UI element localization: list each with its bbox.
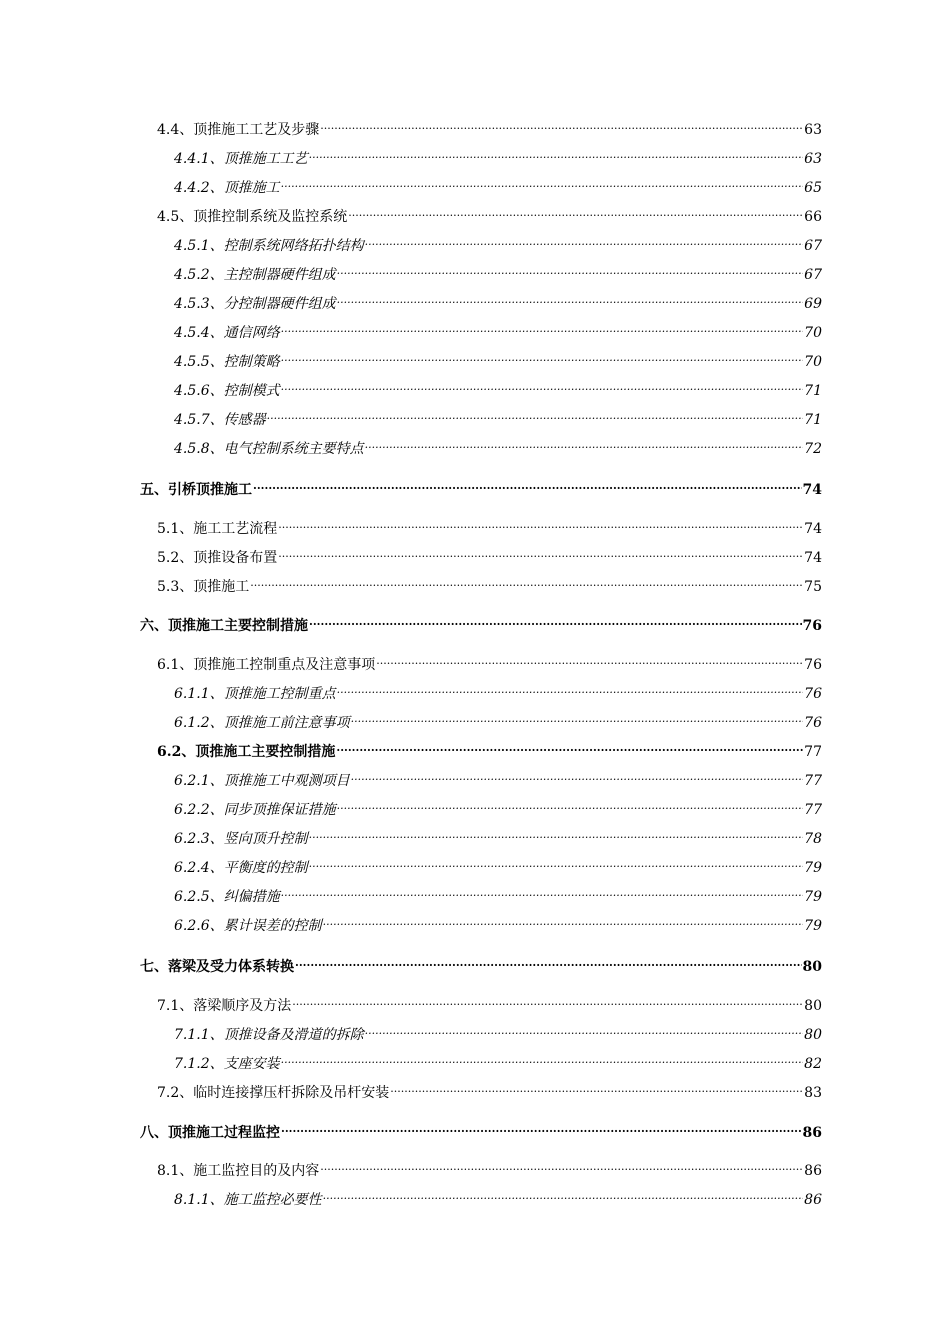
toc-entry[interactable]: [174, 676, 822, 702]
toc-leader-dots: [323, 908, 804, 930]
toc-entry-page: 76: [804, 686, 822, 702]
toc-leader-dots: [278, 511, 803, 533]
toc-entry-page: 67: [804, 267, 822, 283]
toc-leader-dots: [365, 228, 804, 250]
toc-chapter-entry[interactable]: [140, 949, 822, 975]
toc-leader-dots: [281, 315, 804, 337]
toc-leader-dots: [351, 705, 804, 727]
toc-leader-dots: [292, 988, 803, 1010]
toc-entry-page: 78: [804, 831, 822, 847]
toc-entry[interactable]: [157, 988, 822, 1014]
toc-entry-label: 4.5.1、控制系统网络拓扑结构: [174, 238, 364, 254]
toc-entry[interactable]: [174, 373, 822, 399]
toc-entry-label: 6.2、顶推施工主要控制措施: [157, 744, 336, 760]
toc-entry-label: 六、顶推施工主要控制措施: [140, 618, 308, 634]
toc-entry-page: 65: [804, 180, 822, 196]
toc-entry[interactable]: [157, 1153, 822, 1179]
toc-entry-label: 7.1.1、顶推设备及滑道的拆除: [174, 1027, 364, 1043]
toc-entry-label: 4.5.4、通信网络: [174, 325, 280, 341]
toc-leader-dots: [309, 608, 802, 630]
toc-entry-page: 63: [804, 122, 822, 138]
toc-leader-dots: [281, 1115, 802, 1137]
toc-entry-label: 4.5.2、主控制器硬件组成: [174, 267, 336, 283]
toc-entry[interactable]: [174, 315, 822, 341]
toc-entry-label: 6.2.3、竖向顶升控制: [174, 831, 308, 847]
toc-entry-page: 74: [804, 521, 822, 537]
toc-entry-label: 8.1.1、施工监控必要性: [174, 1192, 322, 1208]
toc-entry[interactable]: [157, 734, 822, 760]
toc-entry[interactable]: [174, 344, 822, 370]
toc-entry-page: 76: [802, 618, 822, 634]
toc-entry-label: 4.4.2、顶推施工: [174, 180, 280, 196]
toc-leader-dots: [337, 676, 804, 698]
toc-entry-page: 80: [804, 998, 822, 1014]
toc-leader-dots: [376, 647, 803, 669]
toc-entry-page: 80: [802, 959, 822, 975]
toc-leader-dots: [281, 373, 804, 395]
toc-entry-page: 86: [804, 1163, 822, 1179]
toc-entry-page: 71: [804, 412, 822, 428]
toc-entry-label: 4.5.6、控制模式: [174, 383, 280, 399]
toc-entry[interactable]: [174, 257, 822, 283]
toc-entry-page: 79: [804, 918, 822, 934]
toc-entry-page: 86: [802, 1125, 822, 1141]
toc-leader-dots: [336, 734, 803, 756]
toc-entry[interactable]: [174, 879, 822, 905]
toc-entry-label: 7.1、落梁顺序及方法: [157, 998, 292, 1014]
toc-entry-label: 6.2.1、顶推施工中观测项目: [174, 773, 350, 789]
toc-entry-label: 6.1.2、顶推施工前注意事项: [174, 715, 350, 731]
toc-entry-label: 6.2.2、同步顶推保证措施: [174, 802, 336, 818]
toc-entry[interactable]: [174, 228, 822, 254]
toc-entry-label: 6.2.5、纠偏措施: [174, 889, 280, 905]
toc-leader-dots: [390, 1075, 803, 1097]
toc-entry-page: 82: [804, 1056, 822, 1072]
toc-entry[interactable]: [157, 511, 822, 537]
toc-entry-label: 4.5.8、电气控制系统主要特点: [174, 441, 364, 457]
toc-entry-label: 6.2.4、平衡度的控制: [174, 860, 308, 876]
toc-entry-label: 6.1.1、顶推施工控制重点: [174, 686, 336, 702]
toc-entry-page: 80: [804, 1027, 822, 1043]
toc-leader-dots: [337, 286, 804, 308]
toc-entry-page: 77: [804, 802, 822, 818]
toc-entry[interactable]: [157, 647, 822, 673]
toc-entry-page: 76: [804, 657, 822, 673]
toc-entry-page: 79: [804, 860, 822, 876]
toc-entry-page: 72: [804, 441, 822, 457]
toc-entry-label: 5.1、施工工艺流程: [157, 521, 278, 537]
toc-entry-label: 5.2、顶推设备布置: [157, 550, 278, 566]
toc-leader-dots: [309, 141, 804, 163]
toc-entry[interactable]: [174, 1182, 822, 1208]
toc-entry[interactable]: [174, 170, 822, 196]
toc-entry-page: 70: [804, 354, 822, 370]
toc-leader-dots: [323, 1182, 804, 1204]
toc-entry[interactable]: [174, 850, 822, 876]
toc-entry-label: 5.3、顶推施工: [157, 579, 250, 595]
toc-leader-dots: [351, 763, 804, 785]
toc-entry[interactable]: [157, 540, 822, 566]
toc-entry-page: 75: [804, 579, 822, 595]
toc-leader-dots: [281, 1046, 804, 1068]
toc-entry-label: 6.2.6、累计误差的控制: [174, 918, 322, 934]
toc-entry[interactable]: [174, 1017, 822, 1043]
toc-leader-dots: [365, 1017, 804, 1039]
toc-leader-dots: [250, 569, 803, 591]
toc-leader-dots: [309, 850, 804, 872]
toc-chapter-entry[interactable]: [140, 1115, 822, 1141]
toc-entry-label: 八、顶推施工过程监控: [140, 1125, 280, 1141]
toc-entry-page: 69: [804, 296, 822, 312]
toc-leader-dots: [278, 540, 803, 562]
toc-leader-dots: [295, 949, 802, 971]
toc-entry[interactable]: [174, 141, 822, 167]
toc-entry[interactable]: [157, 569, 822, 595]
toc-entry[interactable]: [157, 1075, 822, 1101]
toc-entry[interactable]: [174, 821, 822, 847]
toc-entry-label: 7.1.2、支座安装: [174, 1056, 280, 1072]
toc-entry-page: 74: [802, 482, 822, 498]
toc-entry[interactable]: [174, 431, 822, 457]
toc-leader-dots: [281, 170, 804, 192]
toc-entry-label: 4.4.1、顶推施工工艺: [174, 151, 308, 167]
toc-leader-dots: [281, 879, 804, 901]
toc-leader-dots: [253, 472, 802, 494]
toc-entry-label: 4.4、顶推施工工艺及步骤: [157, 122, 320, 138]
toc-chapter-entry[interactable]: [140, 608, 822, 634]
toc-entry-label: 8.1、施工监控目的及内容: [157, 1163, 320, 1179]
toc-entry[interactable]: [174, 705, 822, 731]
toc-leader-dots: [337, 257, 804, 279]
toc-entry-page: 79: [804, 889, 822, 905]
toc-leader-dots: [337, 792, 804, 814]
toc-leader-dots: [309, 821, 804, 843]
toc-entry-label: 6.1、顶推施工控制重点及注意事项: [157, 657, 376, 673]
toc-entry[interactable]: [174, 792, 822, 818]
toc-entry[interactable]: [174, 1046, 822, 1072]
toc-entry-page: 70: [804, 325, 822, 341]
toc-leader-dots: [281, 344, 804, 366]
toc-entry-page: 67: [804, 238, 822, 254]
toc-entry-page: 66: [804, 209, 822, 225]
toc-entry-page: 71: [804, 383, 822, 399]
toc-leader-dots: [348, 199, 803, 221]
toc-leader-dots: [365, 431, 804, 453]
toc-entry-label: 五、引桥顶推施工: [140, 482, 252, 498]
toc-entry-page: 77: [804, 744, 822, 760]
toc-entry-page: 83: [804, 1085, 822, 1101]
toc-entry-label: 7.2、临时连接撑压杆拆除及吊杆安装: [157, 1085, 390, 1101]
toc-entry[interactable]: [174, 763, 822, 789]
toc-entry[interactable]: [157, 112, 822, 138]
toc-entry-page: 63: [804, 151, 822, 167]
toc-entry-page: 86: [804, 1192, 822, 1208]
toc-entry[interactable]: [174, 286, 822, 312]
toc-leader-dots: [320, 1153, 803, 1175]
toc-entry-label: 4.5.5、控制策略: [174, 354, 280, 370]
toc-entry[interactable]: [157, 199, 822, 225]
toc-entry-page: 77: [804, 773, 822, 789]
toc-leader-dots: [320, 112, 803, 134]
toc-entry-label: 七、落梁及受力体系转换: [140, 959, 294, 975]
toc-leader-dots: [267, 402, 804, 424]
toc-entry[interactable]: [174, 908, 822, 934]
toc-chapter-entry[interactable]: [140, 472, 822, 498]
toc-entry-label: 4.5、顶推控制系统及监控系统: [157, 209, 348, 225]
toc-entry-label: 4.5.3、分控制器硬件组成: [174, 296, 336, 312]
toc-entry-page: 74: [804, 550, 822, 566]
toc-entry[interactable]: [174, 402, 822, 428]
toc-entry-label: 4.5.7、传感器: [174, 412, 266, 428]
toc-entry-page: 76: [804, 715, 822, 731]
